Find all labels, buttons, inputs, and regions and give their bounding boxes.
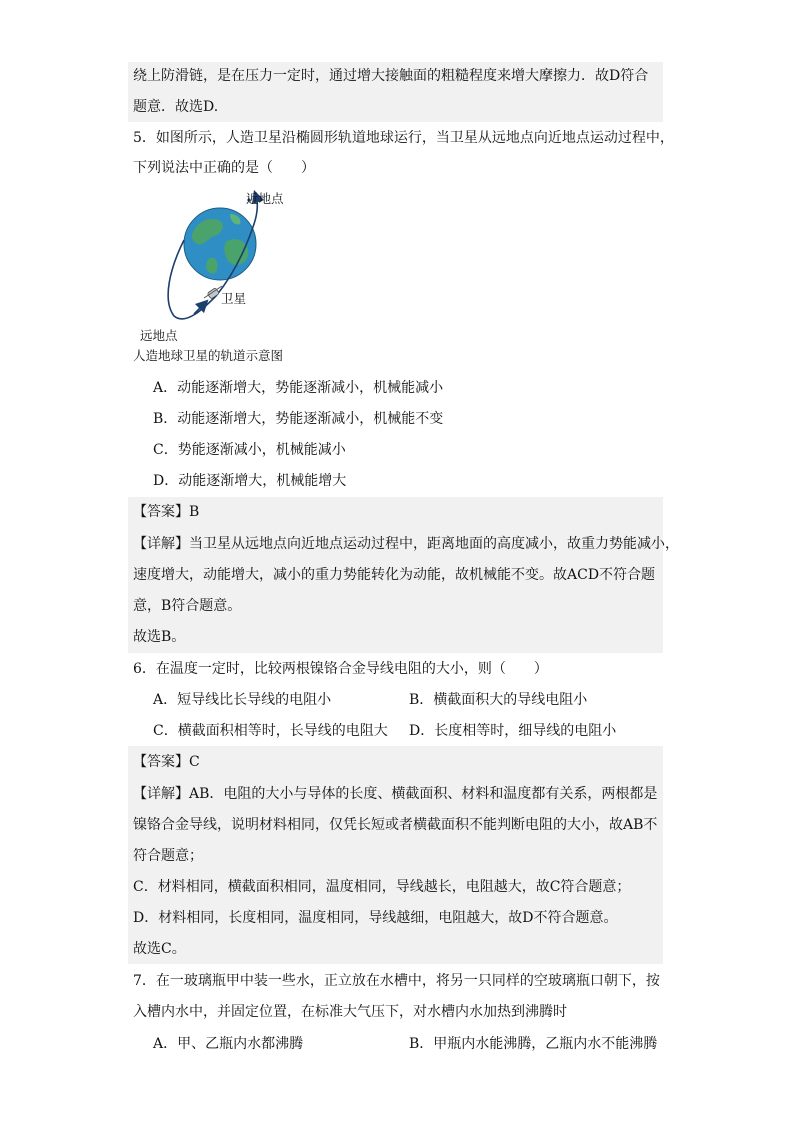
q5-option-c: C．势能逐渐减小，机械能减小 xyxy=(153,442,346,458)
q6-explanation-line-2: 镍铬合金导线，说明材料相同，仅凭长短或者横截面积不能判断电阻的大小，故AB不 xyxy=(133,817,658,833)
q6-option-a: A．短导线比长导线的电阻小 xyxy=(153,692,332,708)
q6-explanation-line-1: 【详解】AB．电阻的大小与导体的长度、横截面积、材料和温度都有关系，两根都是 xyxy=(133,786,658,802)
q6-conclusion: 故选C。 xyxy=(133,941,186,957)
q6-stem: 6．在温度一定时，比较两根镍铬合金导线电阻的大小，则（ ） xyxy=(133,661,548,677)
apogee-label: 远地点 xyxy=(140,328,178,343)
q6-option-b: B．横截面积大的导线电阻小 xyxy=(409,692,588,708)
earth-icon xyxy=(184,208,256,280)
q5-option-d: D．动能逐渐增大，机械能增大 xyxy=(153,473,347,489)
perigee-label: 近地点 xyxy=(246,191,284,206)
q5-option-b: B．动能逐渐增大，势能逐渐减小，机械能不变 xyxy=(153,411,444,427)
q7-stem-line-2: 入槽内水中，并固定位置，在标准大气压下，对水槽内水加热到沸腾时 xyxy=(133,1004,567,1020)
q5-explanation-line-3: 意，B符合题意。 xyxy=(133,598,242,614)
q5-answer: 【答案】B xyxy=(133,504,200,520)
q6-explanation-line-4: C．材料相同，横截面积相同，温度相同，导线越长，电阻越大，故C符合题意； xyxy=(133,879,631,895)
q7-option-b: B．甲瓶内水能沸腾，乙瓶内水不能沸腾 xyxy=(409,1036,658,1052)
figure-caption: 人造地球卫星的轨道示意图 xyxy=(133,348,284,363)
q7-stem-line-1: 7．在一玻璃瓶甲中装一些水，正立放在水槽中，将另一只同样的空玻璃瓶口朝下，按 xyxy=(133,973,660,989)
q5-explanation-line-2: 速度增大，动能增大，减小的重力势能转化为动能，故机械能不变。故ACD不符合题 xyxy=(133,567,656,583)
q6-explanation-line-5: D．材料相同，长度相同，温度相同，导线越细，电阻越大，故D不符合题意。 xyxy=(133,910,618,926)
q6-option-d: D．长度相等时，细导线的电阻小 xyxy=(409,723,617,739)
q5-stem-line-2: 下列说法中正确的是（ ） xyxy=(133,160,315,176)
q5-stem-line-1: 5．如图所示，人造卫星沿椭圆形轨道地球运行，当卫星从远地点向近地点运动过程中， xyxy=(133,130,674,146)
q6-explanation-line-3: 符合题意； xyxy=(133,848,203,864)
answer-block-q6 xyxy=(128,746,663,964)
q4-explanation-line-2: 题意．故选D. xyxy=(133,99,219,115)
q7-option-a: A．甲、乙瓶内水都沸腾 xyxy=(153,1036,304,1052)
q6-answer: 【答案】C xyxy=(133,754,200,770)
q5-explanation-line-1: 【详解】当卫星从远地点向近地点运动过程中，距离地面的高度减小，故重力势能减小， xyxy=(133,536,679,552)
q5-conclusion: 故选B。 xyxy=(133,629,186,645)
q4-explanation-line-1: 绕上防滑链，是在压力一定时，通过增大接触面的粗糙程度来增大摩擦力．故D符合 xyxy=(133,68,649,84)
q6-option-c: C．横截面积相等时，长导线的电阻大 xyxy=(153,723,388,739)
satellite-orbit-figure xyxy=(130,188,330,348)
satellite-label: 卫星 xyxy=(221,291,247,306)
q5-option-a: A．动能逐渐增大，势能逐渐减小，机械能减小 xyxy=(153,380,444,396)
